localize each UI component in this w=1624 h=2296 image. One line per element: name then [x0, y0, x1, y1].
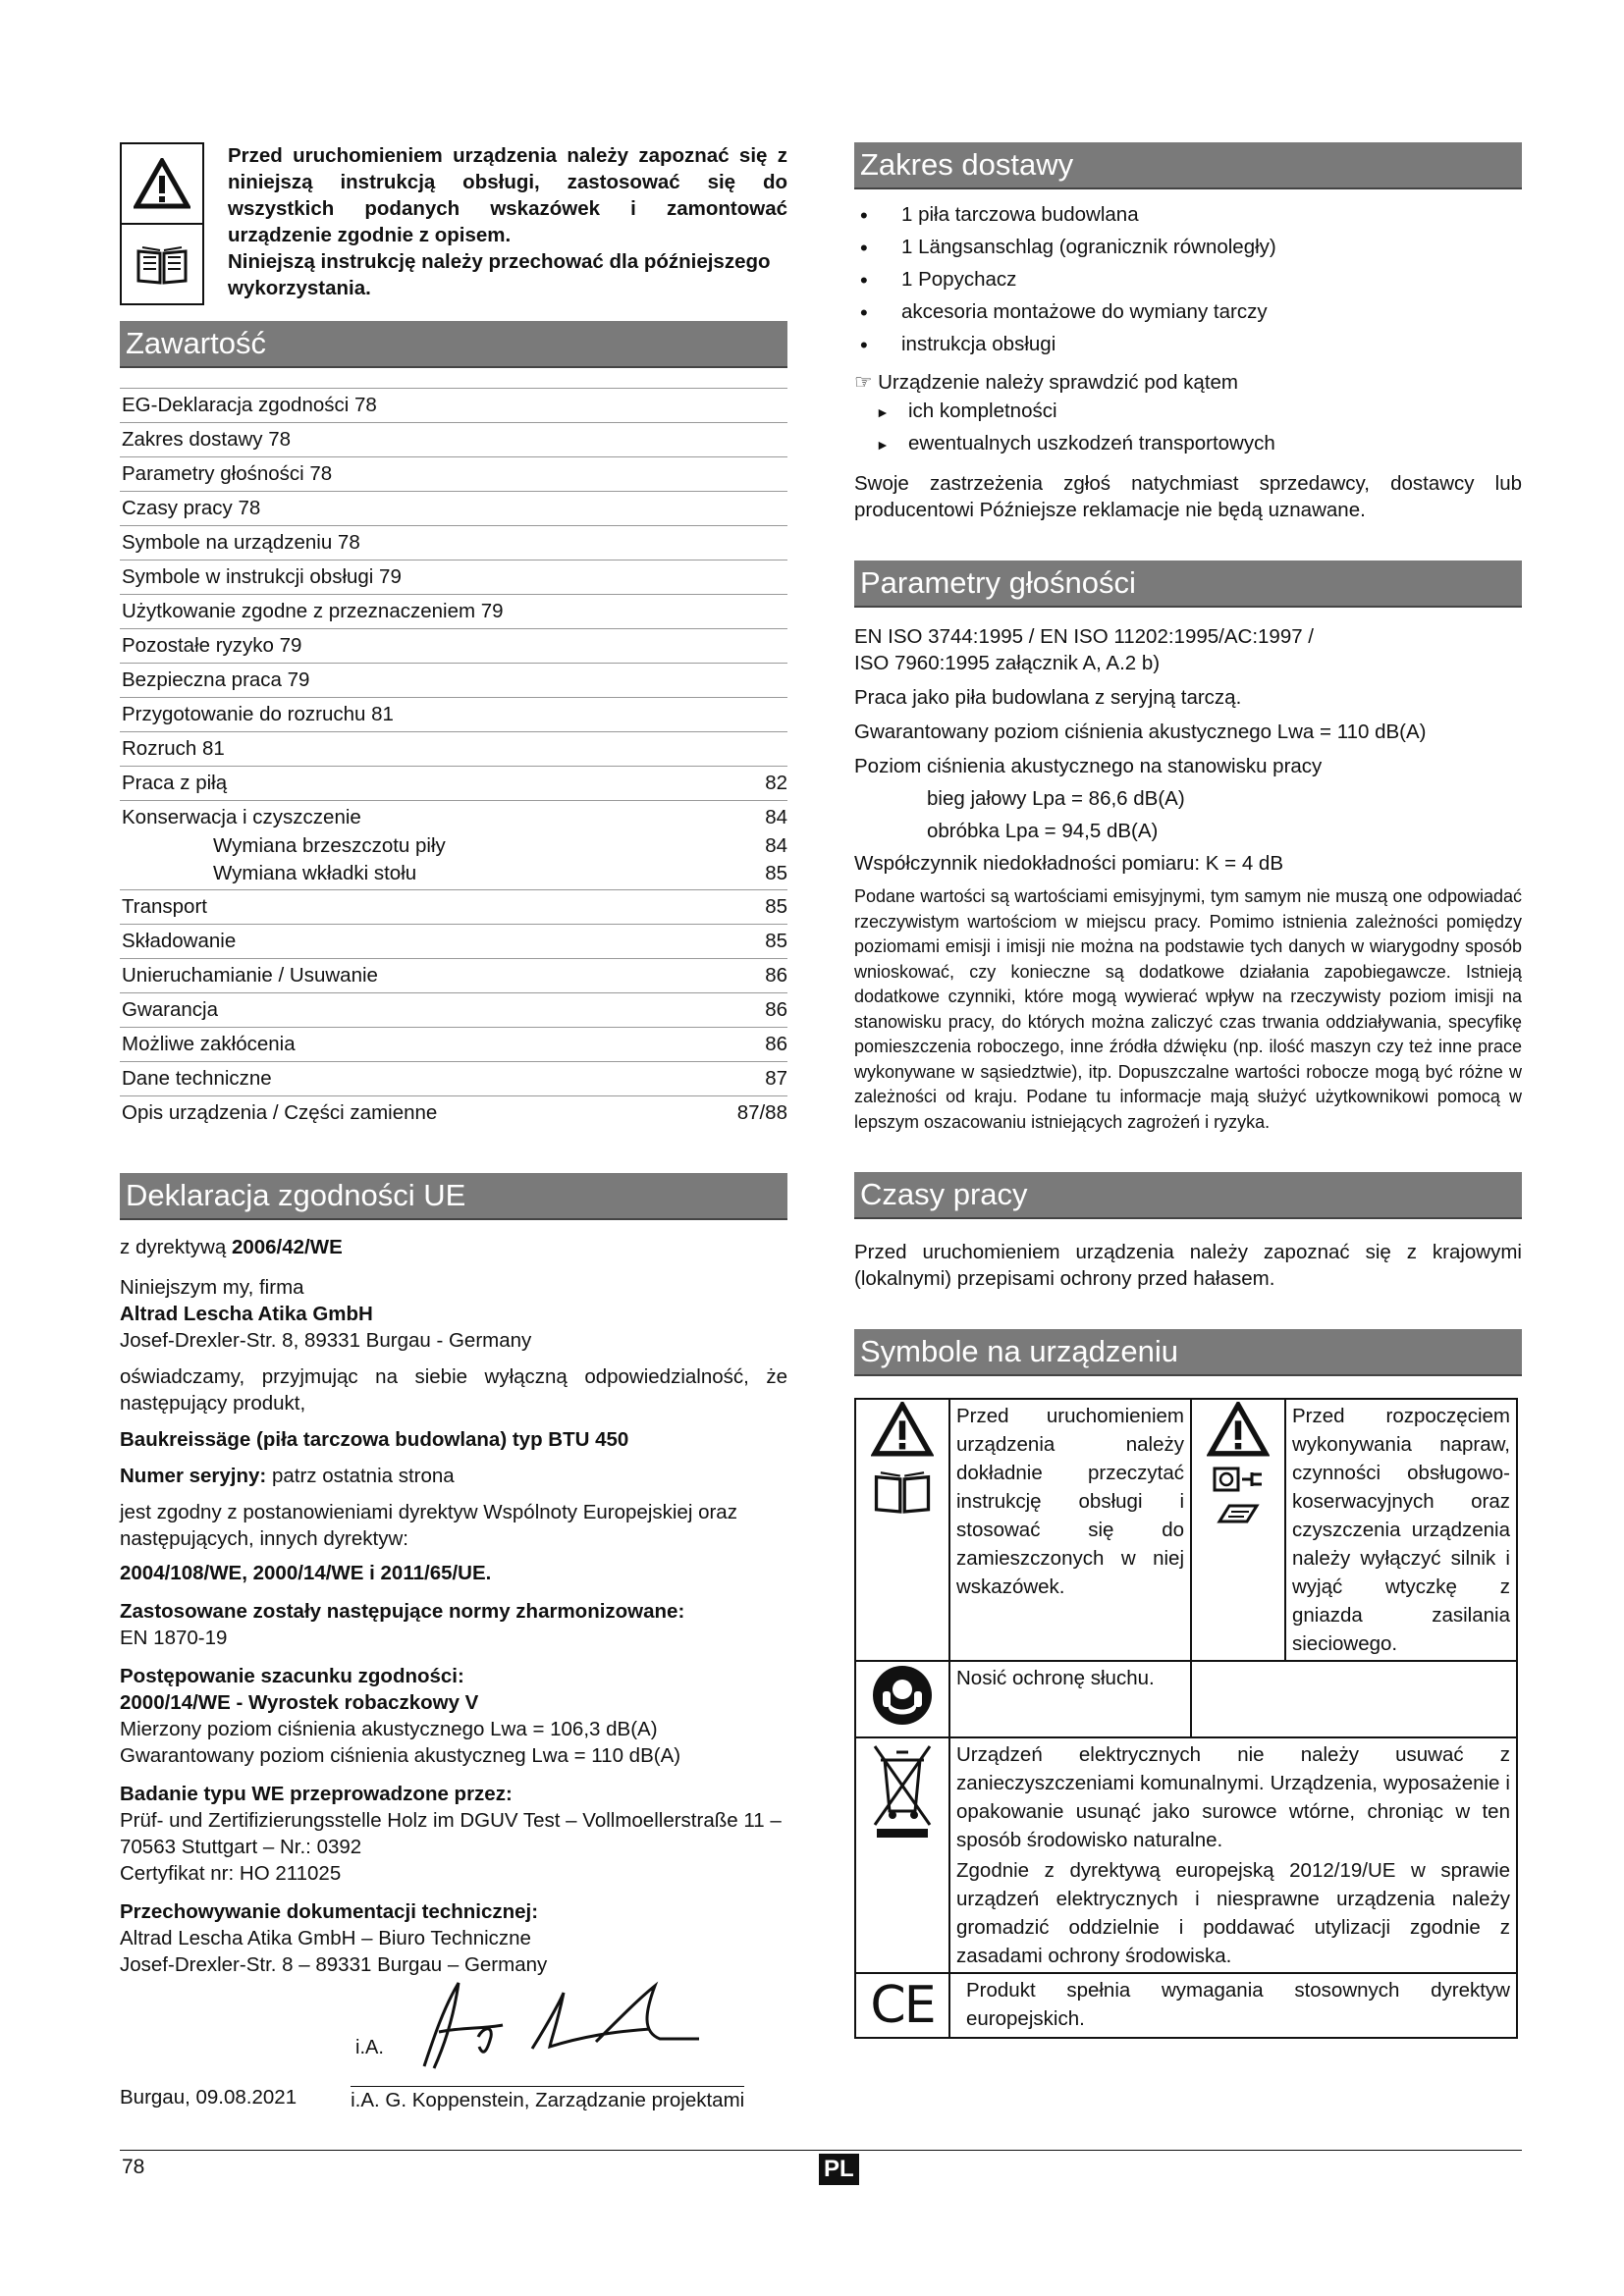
toc-row [120, 697, 787, 731]
procedure-label: Postępowanie szacunku zgodności: [120, 1665, 464, 1687]
measured-level: Mierzony poziom ciśnienia akustycznego Lwa = 106,3 dB(A) [120, 1718, 658, 1740]
declare-text: oświadczamy, przyjmując na siebie wyłączną odpowiedzialność, że następujący produkt, [120, 1365, 787, 1415]
toc-label: Gwarancja [122, 998, 218, 1021]
check-item: ► ewentualnych uszkodzeń transportowych [854, 432, 1522, 464]
toc-row [120, 924, 787, 958]
toc-label: Bezpieczna praca 79 [122, 668, 310, 691]
times-text: Przed uruchomieniem urządzenia należy zapoznać się z krajowymi (lokalnymi) przepisami ochrony przed hałasem. [854, 1241, 1522, 1290]
procedure-value: 2000/14/WE - Wyrostek robaczkowy V [120, 1691, 479, 1714]
toc-row [120, 992, 787, 1027]
toc-row [120, 422, 787, 456]
company-address: Josef-Drexler-Str. 8, 89331 Burgau - Germany [120, 1329, 532, 1352]
exam-body: Prüf- und Zertifizierungsstelle Holz im DGUV Test – Vollmoellerstraße 11 – 70563 Stuttgart – Nr.: 0392 [120, 1809, 782, 1858]
guaranteed-level: Gwarantowany poziom ciśnienia akustyczneg Lwa = 110 dB(A) [120, 1744, 681, 1767]
toc-page: 84 [765, 834, 787, 857]
toc-row [120, 889, 787, 924]
toc-page: 86 [765, 998, 787, 1021]
book-icon [122, 225, 202, 303]
maintenance-book-icon [1214, 1502, 1263, 1527]
declaration-title: Deklaracja zgodności UE [120, 1173, 787, 1220]
toc-label: Wymiana wkładki stołu [213, 862, 417, 884]
noise-machining: obróbka Lpa = 94,5 dB(A) [927, 820, 1159, 842]
right-column [854, 142, 1522, 2039]
norms-value: EN 1870-19 [120, 1627, 228, 1649]
footer-divider [120, 2150, 1522, 2151]
weee-text-2: Zgodnie z dyrektywą europejską 2012/19/UE w sprawie urządzeń elektrycznych i niesprawne urządzenia należy gromadzić oddzielnie i poddawać utylizacji zgodnie z zasadami ochrony środowiska. [956, 1859, 1510, 1967]
noise-standard-1: EN ISO 3744:1995 / EN ISO 11202:1995/AC:1997 / [854, 625, 1315, 648]
check-list [854, 400, 1522, 464]
toc-label: Symbole na urządzeniu 78 [122, 531, 360, 554]
toc-label: Czasy pracy 78 [122, 497, 261, 519]
toc-label: Symbole w instrukcji obsługi 79 [122, 565, 402, 588]
signatory: i.A. G. Koppenstein, Zarządzanie projektami [351, 2086, 744, 2112]
noise-mode: Praca jako piła budowlana z seryjną tarczą. [854, 686, 1242, 709]
toc-row [120, 766, 787, 800]
certificate-number: Certyfikat nr: HO 211025 [120, 1862, 342, 1885]
symbols-title: Symbole na urządzeniu [854, 1329, 1522, 1376]
exam-label: Badanie typu WE przeprowadzone przez: [120, 1783, 513, 1805]
complies-text: jest zgodny z postanowieniami dyrektyw Wspólnoty Europejskiej oraz następujących, innych dyrektyw: [120, 1501, 737, 1550]
toc-label: EG-Deklaracja zgodności 78 [122, 394, 377, 416]
toc-page: 86 [765, 1033, 787, 1055]
toc-page: 86 [765, 964, 787, 987]
toc-label: Zakres dostawy 78 [122, 428, 292, 451]
delivery-title: Zakres dostawy [854, 142, 1522, 189]
ce-mark-icon: CE [870, 1976, 935, 2035]
toc-label: Użytkowanie zgodne z przeznaczeniem 79 [122, 600, 504, 622]
warning-icon [871, 1402, 934, 1457]
weee-text-1: Urządzeń elektrycznych nie należy usuwać z zanieczyszczeniami komunalnymi. Urządzenia, wyposażenie i opakowanie usunąć jako surowce wtórne, chroniąc w ten sposób środowisko naturalne. [956, 1743, 1510, 1851]
signature-block [120, 1978, 787, 2086]
toc-label: Unieruchamianie / Usuwanie [122, 964, 378, 987]
toc-label: Transport [122, 895, 207, 918]
toc-subitem [120, 834, 787, 862]
toc-row [120, 628, 787, 663]
signature-icon [385, 1978, 709, 2071]
toc-row [120, 491, 787, 525]
storage-line-1: Altrad Lescha Atika GmbH – Biuro Techniczne [120, 1927, 531, 1949]
toc-row [120, 388, 787, 422]
firm-intro: Niniejszym my, firma [120, 1276, 304, 1299]
toc-page: 85 [765, 862, 787, 884]
toc-label: Parametry głośności 78 [122, 462, 333, 485]
toc-row [120, 1027, 787, 1061]
directive-number: 2006/42/WE [231, 1236, 343, 1258]
book-icon [871, 1465, 934, 1518]
toc-row [120, 525, 787, 560]
toc-title: Zawartość [120, 321, 787, 368]
toc-subitem [120, 862, 787, 889]
toc-label: Możliwe zakłócenia [122, 1033, 296, 1055]
toc-page: 85 [765, 930, 787, 952]
toc-page: 82 [765, 772, 787, 794]
storage-label: Przechowywanie dokumentacji technicznej: [120, 1900, 539, 1923]
toc-row [120, 456, 787, 491]
ia-label: i.A. [355, 2037, 384, 2058]
toc-label: Przygotowanie do rozruchu 81 [122, 703, 394, 725]
toc-label: Pozostałe ryzyko 79 [122, 634, 302, 657]
check-text: Urządzenie należy sprawdzić pod kątem [878, 371, 1238, 394]
toc-row [120, 1095, 787, 1130]
unplug-text: Przed rozpoczęciem wykonywania napraw, czynności obsługowo-koserwacyjnych oraz czyszczenia urządzenia należy wyłączyć silnik i wyjąć wtyczkę z gniazda zasilania sieciowego. [1285, 1399, 1517, 1661]
ce-icon-cell [855, 1973, 949, 2038]
toc-row [120, 594, 787, 628]
noise-title: Parametry głośności [854, 561, 1522, 608]
noise-standard-2: ISO 7960:1995 załącznik A, A.2 b) [854, 652, 1161, 674]
intro-text-keep: Niniejszą instrukcję należy przechować dla późniejszego wykorzystania. [228, 250, 771, 299]
delivery-list [854, 203, 1522, 365]
empty-cell [1191, 1661, 1517, 1737]
toc-page: 87 [765, 1067, 787, 1090]
intro-text: Przed uruchomieniem urządzenia należy zapoznać się z niniejszą instrukcją obsługi, zastosować się do wszystkich podanych wskazówek i zamontować urządzenie zgodnie z opisem. [228, 144, 787, 246]
storage-line-2: Josef-Drexler-Str. 8 – 89331 Burgau – Germany [120, 1953, 548, 1976]
toc-label: Dane techniczne [122, 1067, 272, 1090]
delivery-item: • akcesoria montażowe do wymiany tarczy [854, 300, 1522, 333]
delivery-item: • 1 Popychacz [854, 268, 1522, 300]
declaration-body [120, 1234, 787, 2112]
check-line [854, 369, 1522, 396]
toc-row [120, 800, 787, 834]
delivery-item: • 1 piła tarczowa budowlana [854, 203, 1522, 236]
noise-guaranteed: Gwarantowany poziom ciśnienia akustycznego Lwa = 110 dB(A) [854, 721, 1427, 743]
toc-row [120, 1061, 787, 1095]
toc-page: 84 [765, 806, 787, 828]
signature-footer [120, 2086, 787, 2112]
toc-row [120, 958, 787, 992]
noise-body [854, 623, 1522, 1135]
product-name: Baukreissäge (piła tarczowa budowlana) typ BTU 450 [120, 1428, 629, 1451]
toc-label: Składowanie [122, 930, 237, 952]
toc-row [120, 663, 787, 697]
toc-label: Opis urządzenia / Części zamienne [122, 1101, 438, 1124]
delivery-note: Swoje zastrzeżenia zgłoś natychmiast sprzedawcy, dostawcy lub producentowi Późniejsze reklamacje nie będą uznawane. [854, 472, 1522, 521]
noise-idle: bieg jałowy Lpa = 86,6 dB(A) [927, 787, 1185, 810]
hand-pointer-icon: ☞ [854, 371, 873, 394]
table-of-contents [120, 388, 787, 1130]
manual-icons-cell [855, 1399, 949, 1661]
unplug-icons-cell [1191, 1399, 1285, 1661]
company-name: Altrad Lescha Atika GmbH [120, 1303, 373, 1325]
toc-page: 87/88 [736, 1101, 787, 1124]
language-badge: PL [819, 2154, 859, 2185]
symbols-table [854, 1398, 1518, 2039]
toc-page: 85 [765, 895, 787, 918]
noise-disclaimer: Podane wartości są wartościami emisyjnymi, tym samym nie muszą one odpowiadać rzeczywistym wartościom w miejscu pracy. Pomimo istnienia zależności pomiędzy poziomami emisji i imisji nie można na podstawie tych danych w wiarygodny sposób wnioskować, czy konieczne są dodatkowe działania zapobiegawcze. Istnieją dodatkowe czynniki, które mogą wywierać wpływ na rzeczywisty poziom imisji na stanowisku pracy, do których można zaliczyć czas trwania oddziaływania, specyfikę pomieszczenia roboczego, inne źródła dźwięku (np. ilość maszyn czy też inne prace wykonywane w sąsiedztwie), itp. Dopuszczalne wartości robocze mogą być różne w zależności od kraju. Podane tu informacje mają służyć użytkownikowi pomocą w lepszym oszacowaniu istniejących zagrożeń i ryzyka. [854, 886, 1522, 1132]
ear-protection-text: Nosić ochronę słuchu. [949, 1661, 1191, 1737]
toc-label: Rozruch 81 [122, 737, 225, 760]
unplug-icon [1211, 1465, 1266, 1494]
ear-protection-icon [871, 1664, 934, 1727]
noise-workplace: Poziom ciśnienia akustycznego na stanowisku pracy [854, 755, 1323, 777]
page-number: 78 [122, 2156, 145, 2178]
weee-icon-cell [855, 1737, 949, 1973]
serial-line [120, 1463, 787, 1489]
warning-icon [1207, 1402, 1270, 1457]
delivery-item: • 1 Längsanschlag (ogranicznik równoległy) [854, 236, 1522, 268]
toc-row [120, 560, 787, 594]
read-manual-text: Przed uruchomieniem urządzenia należy dokładnie przeczytać instrukcję obsługi i stosować się do zamieszczonych w niej wskazówek. [949, 1399, 1191, 1661]
left-column [120, 142, 787, 2112]
weee-text-cell [949, 1737, 1517, 1973]
toc-label: Konserwacja i czyszczenie [122, 806, 361, 828]
serial-label: Numer seryjny: [120, 1465, 267, 1487]
serial-value: patrz ostatnia strona [266, 1465, 455, 1487]
ear-icon-cell [855, 1661, 949, 1737]
toc-label: Praca z piłą [122, 772, 228, 794]
noise-uncertainty: Współczynnik niedokładności pomiaru: K = 4 dB [854, 852, 1283, 875]
directive-line [120, 1234, 787, 1260]
delivery-item: • instrukcja obsługi [854, 333, 1522, 365]
directive-prefix: z dyrektywą [120, 1236, 227, 1258]
ce-text: Produkt spełnia wymagania stosownych dyrektyw europejskich. [949, 1973, 1517, 2038]
toc-row [120, 731, 787, 766]
directives-list: 2004/108/WE, 2000/14/WE i 2011/65/UE. [120, 1562, 492, 1584]
toc-label: Wymiana brzeszczotu piły [213, 834, 446, 857]
crossed-bin-icon [869, 1740, 936, 1839]
check-item: ► ich kompletności [854, 400, 1522, 432]
place-date: Burgau, 09.08.2021 [120, 2086, 298, 2109]
warning-icon [122, 144, 202, 225]
norms-label: Zastosowane zostały następujące normy zharmonizowane: [120, 1600, 685, 1623]
intro-warning [120, 142, 787, 305]
intro-icons [120, 142, 204, 305]
times-title: Czasy pracy [854, 1172, 1522, 1219]
